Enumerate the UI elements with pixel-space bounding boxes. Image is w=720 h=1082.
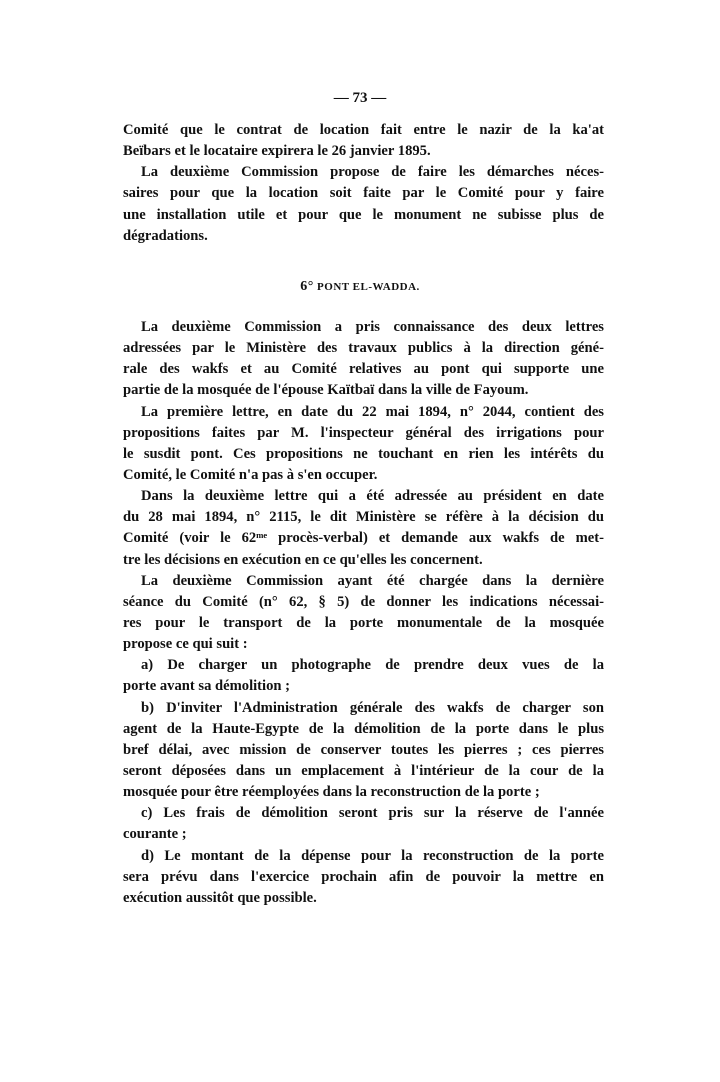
paragraph	[123, 846, 604, 909]
paragraph	[123, 162, 604, 247]
text-line: seront déposées dans un emplacement à l'intérieur de la cour de la	[123, 762, 604, 779]
page-number: — 73 —	[333, 90, 387, 106]
text-line: res pour le transport de la porte monumentale de la mosquée	[123, 614, 604, 631]
text-line: adressées par le Ministère des travaux publics à la direction géné-	[123, 340, 604, 357]
text-line: exécution aussitôt que possible.	[123, 889, 317, 906]
text-line: Comité (voir le 62ᵐᵉ procès-verbal) et demande aux wakfs de met-	[123, 530, 604, 547]
text-line: séance du Comité (n° 62, § 5) de donner les indications nécessai-	[123, 593, 604, 610]
paragraph	[123, 698, 604, 804]
text-line: La deuxième Commission a pris connaissance des deux lettres	[141, 319, 604, 335]
text-line: b) D'inviter l'Administration générale des wakfs de charger son	[141, 699, 604, 716]
text-line: rale des wakfs et au Comité relatives au pont qui supporte une	[123, 361, 604, 378]
text-line: du 28 mai 1894, n° 2115, le dit Ministère se réfère à la décision du	[123, 509, 604, 526]
text-line: le susdit pont. Ces propositions ne touchant en rien les intérêts du	[123, 445, 604, 462]
paragraph	[123, 803, 604, 845]
text-line: une installation utile et pour que le monument ne subisse plus de	[123, 206, 604, 223]
paragraph	[123, 571, 604, 656]
text-line: a) De charger un photographe de prendre deux vues de la	[141, 657, 604, 674]
text-line: agent de la Haute-Egypte de la démolition de la porte dans le plus	[123, 720, 604, 737]
text-line: Dans la deuxième lettre qui a été adressée au président en date	[141, 488, 604, 505]
section-title: PONT EL-WADDA.	[317, 281, 420, 293]
text-line: d) Le montant de la dépense pour la reconstruction de la porte	[141, 847, 604, 864]
section-number: 6°	[300, 279, 314, 294]
text-line: propositions faites par M. l'inspecteur général des irrigations pour	[123, 424, 604, 441]
paragraph	[123, 120, 604, 162]
paragraph	[123, 402, 604, 487]
text-line: propose ce qui suit :	[123, 636, 248, 653]
text-line: tre les décisions en exécution en ce qu'elles les concernent.	[123, 551, 483, 568]
text-line: mosquée pour être réemployées dans la reconstruction de la porte ;	[123, 784, 540, 801]
text-line: La deuxième Commission ayant été chargée dans la dernière	[141, 572, 604, 589]
text-line: porte avant sa démolition ;	[123, 678, 291, 695]
text-line: c) Les frais de démolition seront pris sur la réserve de l'année	[141, 805, 604, 822]
section-heading	[0, 279, 720, 295]
text-line: courante ;	[123, 826, 187, 843]
paragraph	[123, 486, 604, 571]
text-line: saires pour que la location soit faite par le Comité pour y faire	[123, 185, 604, 202]
text-line: sera prévu dans l'exercice prochain afin de pouvoir la mettre en	[123, 868, 604, 885]
text-block-section	[123, 317, 604, 909]
text-line: Comité, le Comité n'a pas à s'en occuper.	[123, 466, 378, 483]
text-line: La première lettre, en date du 22 mai 1894, n° 2044, contient des	[141, 403, 604, 420]
paragraph	[123, 655, 604, 697]
text-line: partie de la mosquée de l'épouse Kaïtbaï dans la ville de Fayoum.	[123, 382, 529, 399]
paragraph	[123, 317, 604, 402]
text-block-continuation	[123, 120, 604, 247]
text-line: Comité que le contrat de location fait entre le nazir de la ka'at	[123, 122, 604, 138]
text-line: La deuxième Commission propose de faire les démarches néces-	[141, 164, 604, 181]
text-line: Beïbars et le locataire expirera le 26 janvier 1895.	[123, 143, 431, 160]
text-line: bref délai, avec mission de conserver toutes les pierres ; ces pierres	[123, 741, 604, 758]
text-line: dégradations.	[123, 227, 208, 244]
